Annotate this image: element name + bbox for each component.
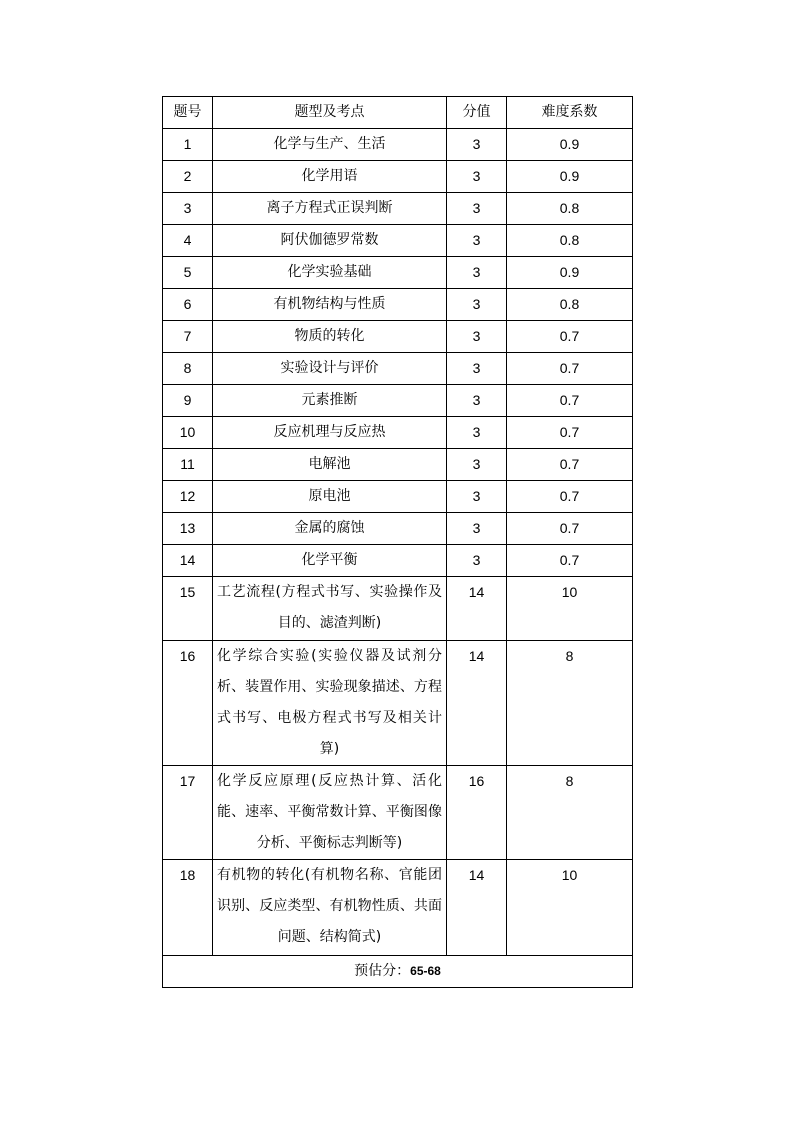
estimated-score-cell <box>163 956 633 988</box>
question-score: 3 <box>447 353 507 385</box>
question-topic: 电解池 <box>213 449 447 481</box>
question-difficulty: 10 <box>507 860 633 956</box>
question-score: 3 <box>447 417 507 449</box>
table-row <box>163 860 633 956</box>
question-difficulty: 0.7 <box>507 321 633 353</box>
question-difficulty: 0.7 <box>507 481 633 513</box>
header-question-number: 题号 <box>163 97 213 129</box>
question-topic: 有机物结构与性质 <box>213 289 447 321</box>
header-score: 分值 <box>447 97 507 129</box>
table-row <box>163 129 633 161</box>
question-number: 10 <box>163 417 213 449</box>
table-row <box>163 417 633 449</box>
question-topic: 金属的腐蚀 <box>213 513 447 545</box>
table-row <box>163 545 633 577</box>
question-topic: 有机物的转化(有机物名称、官能团识别、反应类型、有机物性质、共面问题、结构简式) <box>213 860 447 956</box>
question-difficulty: 0.7 <box>507 385 633 417</box>
table-row <box>163 513 633 545</box>
question-topic: 化学与生产、生活 <box>213 129 447 161</box>
header-difficulty: 难度系数 <box>507 97 633 129</box>
question-topic: 实验设计与评价 <box>213 353 447 385</box>
question-difficulty: 0.8 <box>507 289 633 321</box>
question-number: 18 <box>163 860 213 956</box>
question-score: 3 <box>447 385 507 417</box>
question-topic: 物质的转化 <box>213 321 447 353</box>
table-row <box>163 481 633 513</box>
header-topic: 题型及考点 <box>213 97 447 129</box>
estimated-score-row <box>163 956 633 988</box>
question-difficulty: 0.8 <box>507 225 633 257</box>
question-topic: 化学反应原理(反应热计算、活化能、速率、平衡常数计算、平衡图像分析、平衡标志判断等) <box>213 766 447 860</box>
question-number: 15 <box>163 577 213 641</box>
estimated-score-value: 65-68 <box>410 964 441 978</box>
question-number: 3 <box>163 193 213 225</box>
question-score: 16 <box>447 766 507 860</box>
question-number: 11 <box>163 449 213 481</box>
question-topic: 元素推断 <box>213 385 447 417</box>
question-score: 3 <box>447 481 507 513</box>
table-row <box>163 225 633 257</box>
table-header-row <box>163 97 633 129</box>
table-row <box>163 257 633 289</box>
question-number: 6 <box>163 289 213 321</box>
question-score: 14 <box>447 860 507 956</box>
question-number: 2 <box>163 161 213 193</box>
question-score: 3 <box>447 289 507 321</box>
table-row <box>163 161 633 193</box>
question-difficulty: 0.7 <box>507 417 633 449</box>
question-number: 4 <box>163 225 213 257</box>
question-topic: 化学综合实验(实验仪器及试剂分析、装置作用、实验现象描述、方程式书写、电极方程式书写及相关计算) <box>213 641 447 766</box>
question-score: 3 <box>447 513 507 545</box>
table-row <box>163 766 633 860</box>
estimated-score-label: 预估分： <box>354 963 411 979</box>
question-number: 5 <box>163 257 213 289</box>
table-row <box>163 577 633 641</box>
question-difficulty: 0.9 <box>507 257 633 289</box>
question-difficulty: 0.7 <box>507 545 633 577</box>
table-row <box>163 193 633 225</box>
table-row <box>163 385 633 417</box>
question-number: 8 <box>163 353 213 385</box>
question-difficulty: 8 <box>507 641 633 766</box>
question-number: 7 <box>163 321 213 353</box>
question-score: 3 <box>447 129 507 161</box>
question-score: 3 <box>447 545 507 577</box>
question-score: 3 <box>447 321 507 353</box>
question-difficulty: 0.7 <box>507 449 633 481</box>
question-number: 13 <box>163 513 213 545</box>
question-score: 3 <box>447 225 507 257</box>
table-row <box>163 321 633 353</box>
question-score: 3 <box>447 257 507 289</box>
question-topic: 化学用语 <box>213 161 447 193</box>
question-difficulty: 10 <box>507 577 633 641</box>
question-number: 14 <box>163 545 213 577</box>
question-difficulty: 0.7 <box>507 513 633 545</box>
exam-analysis-table <box>162 96 633 988</box>
question-score: 3 <box>447 449 507 481</box>
question-topic: 化学平衡 <box>213 545 447 577</box>
question-number: 16 <box>163 641 213 766</box>
question-score: 14 <box>447 641 507 766</box>
question-number: 1 <box>163 129 213 161</box>
question-number: 9 <box>163 385 213 417</box>
question-difficulty: 0.9 <box>507 161 633 193</box>
question-difficulty: 0.9 <box>507 129 633 161</box>
question-number: 12 <box>163 481 213 513</box>
question-score: 14 <box>447 577 507 641</box>
question-difficulty: 0.7 <box>507 353 633 385</box>
question-score: 3 <box>447 161 507 193</box>
table-row <box>163 353 633 385</box>
table-row <box>163 289 633 321</box>
question-topic: 工艺流程(方程式书写、实验操作及目的、滤渣判断) <box>213 577 447 641</box>
question-number: 17 <box>163 766 213 860</box>
question-difficulty: 0.8 <box>507 193 633 225</box>
question-topic: 反应机理与反应热 <box>213 417 447 449</box>
question-topic: 阿伏伽德罗常数 <box>213 225 447 257</box>
question-score: 3 <box>447 193 507 225</box>
question-difficulty: 8 <box>507 766 633 860</box>
table-row <box>163 641 633 766</box>
question-topic: 原电池 <box>213 481 447 513</box>
table-row <box>163 449 633 481</box>
question-topic: 离子方程式正误判断 <box>213 193 447 225</box>
question-topic: 化学实验基础 <box>213 257 447 289</box>
